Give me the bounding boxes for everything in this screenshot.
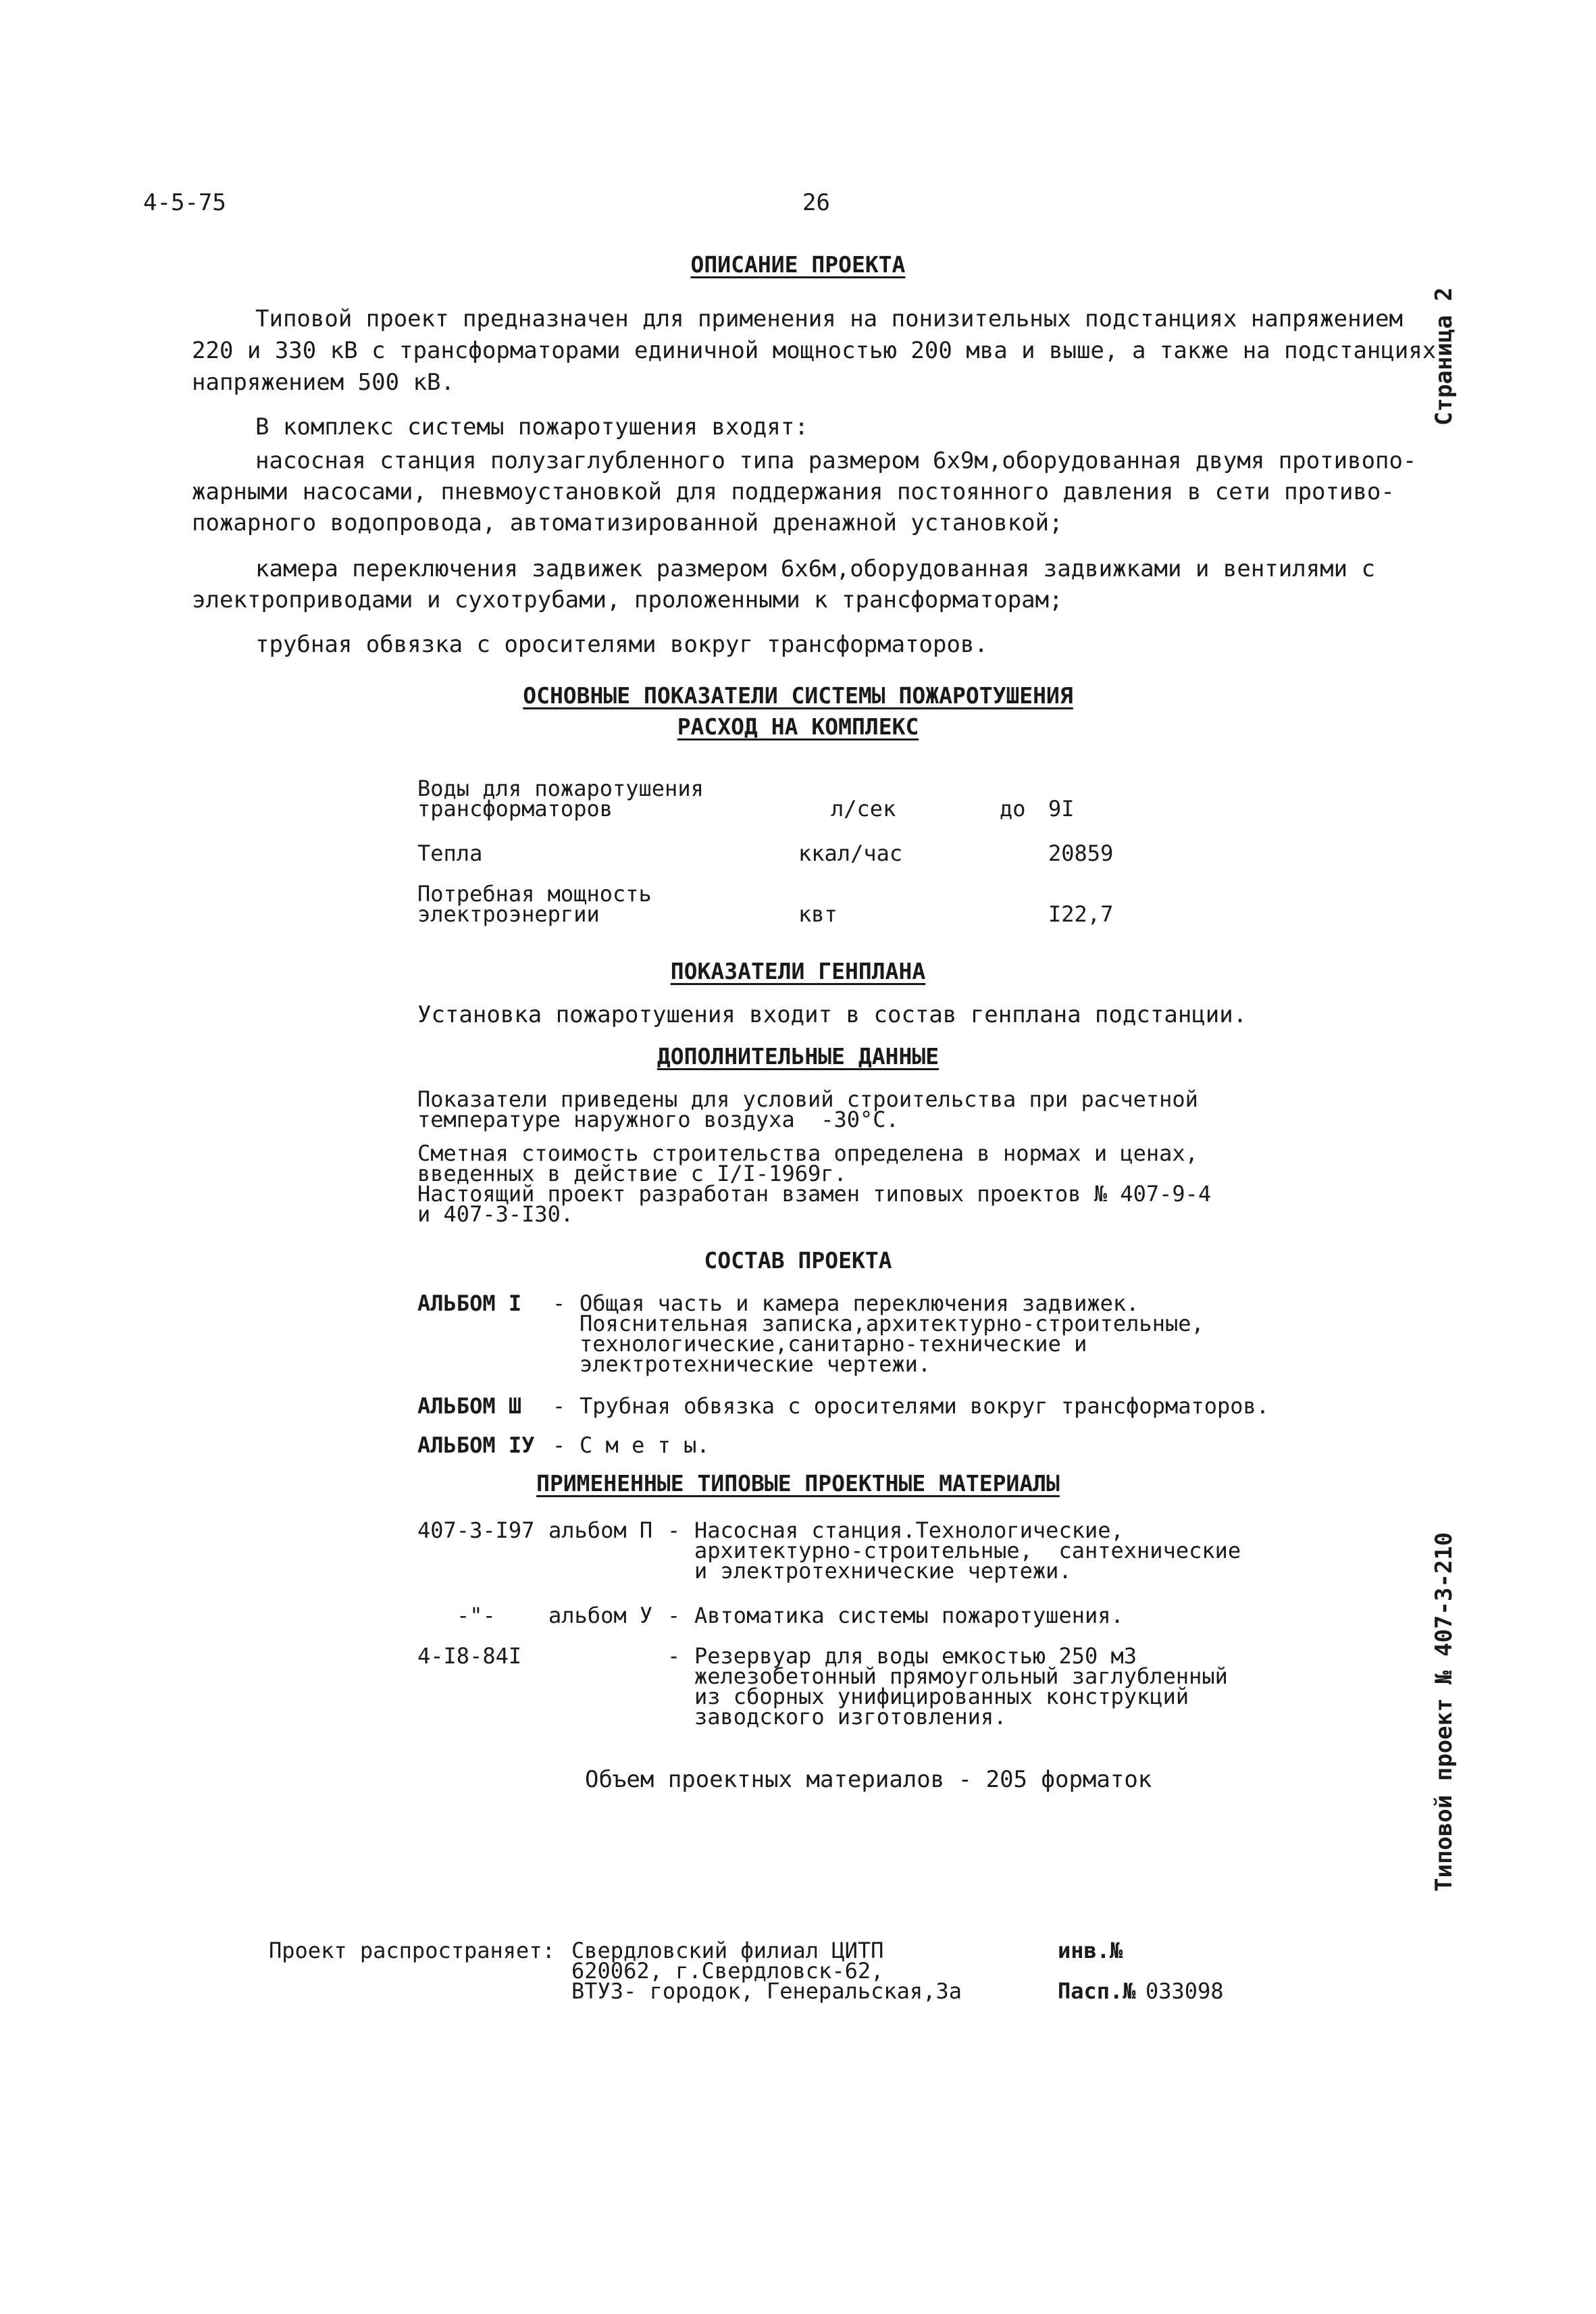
indicator-name: Тепла (417, 840, 483, 866)
album-line: технологические,санитарно-технические и (580, 1331, 1087, 1357)
distributor-org: Свердловский филиал ЦИТП (571, 1938, 884, 1963)
distributor-label: Проект распространяет: (269, 1938, 555, 1963)
material-line: из сборных унифицированных конструкций (694, 1684, 1189, 1709)
material-line: Автоматика системы пожаротушения. (694, 1603, 1124, 1628)
additional-line: введенных в действие с I/I-1969г. (417, 1161, 847, 1186)
album-label: АЛЬБОМ Ш (417, 1393, 522, 1419)
material-line: и электротехнические чертежи. (694, 1558, 1072, 1584)
side-project-label: Типовой проект № 407-3-210 (1431, 1532, 1458, 1892)
description-line: Типовой проект предназначен для применения на понизительных подстанциях напряжением (255, 305, 1403, 332)
passport-label: Пасп.№ (1058, 1978, 1136, 2004)
album-dash: - (552, 1393, 566, 1419)
indicator-unit: ккал/час (798, 840, 903, 866)
description-title: ОПИСАНИЕ ПРОЕКТА (690, 251, 906, 278)
description-line: напряжением 500 кВ. (192, 369, 455, 396)
passport-value: 033098 (1145, 1978, 1224, 2004)
additional-line: Сметная стоимость строительства определена в нормах и ценах, (417, 1140, 1198, 1166)
material-dash: - (667, 1643, 681, 1669)
material-code: 407-3-I97 (417, 1517, 535, 1543)
inventory-label: инв.№ (1058, 1938, 1123, 1963)
album-line: Трубная обвязка с оросителями вокруг трансформаторов. (580, 1393, 1270, 1419)
album-label: АЛЬБОМ I (417, 1290, 522, 1316)
genplan-text: Установка пожаротушения входит в состав генплана подстанции. (417, 1001, 1247, 1028)
material-code: -"- (457, 1603, 496, 1628)
material-dash: - (667, 1517, 681, 1543)
material-album: альбом П (548, 1517, 653, 1543)
additional-line: Настоящий проект разработан взамен типовых проектов № 407-9-4 (417, 1181, 1212, 1207)
description-line: 220 и 330 кВ с трансформаторами единичной мощностью 200 мва и выше, а также на подстанциях (192, 337, 1437, 364)
indicator-unit: квт (798, 901, 838, 927)
indicator-value: 9I (1048, 796, 1075, 822)
indicator-prefix: до (1000, 796, 1026, 822)
additional-line: температуре наружного воздуха -30°С. (417, 1107, 899, 1132)
side-page-label: Страница 2 (1431, 287, 1458, 426)
document-code: 4-5-75 (143, 189, 226, 216)
page-number: 26 (802, 189, 830, 216)
distributor-address: 620062, г.Свердловск-62, (571, 1958, 884, 1984)
material-line: железобетонный прямоугольный заглубленный (694, 1663, 1228, 1689)
indicators-title: ОСНОВНЫЕ ПОКАЗАТЕЛИ СИСТЕМЫ ПОЖАРОТУШЕНИЯ (523, 682, 1073, 709)
material-code: 4-I8-84I (417, 1643, 522, 1669)
album-line: Пояснительная записка,архитектурно-строительные, (580, 1311, 1204, 1336)
material-line: Насосная станция.Технологические, (694, 1517, 1124, 1543)
description-line: жарными насосами, пневмоустановкой для поддержания постоянного давления в сети противо- (192, 478, 1395, 505)
material-line: заводского изготовления. (694, 1704, 1007, 1730)
indicator-name: Потребная мощность (417, 881, 652, 907)
description-line: пожарного водопровода, автоматизированной дренажной установкой; (192, 509, 1063, 536)
description-line: электроприводами и сухотрубами, проложенными к трансформаторам; (192, 586, 1063, 613)
indicator-unit: л/сек (831, 796, 896, 822)
description-line: В комплекс системы пожаротушения входят: (255, 413, 808, 441)
description-line: камера переключения задвижек размером 6х6м,оборудованная задвижками и вентилями с (255, 555, 1376, 582)
composition-title: СОСТАВ ПРОЕКТА (704, 1247, 892, 1274)
indicator-name: трансформаторов (417, 796, 613, 822)
description-line: насосная станция полузаглубленного типа размером 6х9м,оборудованная двумя противопо- (255, 447, 1417, 474)
album-line: Общая часть и камера переключения задвижек. (580, 1290, 1139, 1316)
materials-title: ПРИМЕНЕННЫЕ ТИПОВЫЕ ПРОЕКТНЫЕ МАТЕРИАЛЫ (536, 1470, 1060, 1496)
material-dash: - (667, 1603, 681, 1628)
indicator-value: 20859 (1048, 840, 1114, 866)
album-dash: - (552, 1290, 566, 1316)
material-line: Резервуар для воды емкостью 250 м3 (694, 1643, 1137, 1669)
additional-line: Показатели приведены для условий строительства при расчетной (417, 1086, 1198, 1112)
distributor-address: ВТУЗ- городок, Генеральская,3а (571, 1978, 962, 2004)
indicator-name: электроэнергии (417, 901, 600, 927)
indicator-name: Воды для пожаротушения (417, 776, 704, 801)
indicator-value: I22,7 (1048, 901, 1114, 927)
indicators-subtitle: РАСХОД НА КОМПЛЕКС (677, 713, 919, 740)
album-line: электротехнические чертежи. (580, 1351, 931, 1377)
genplan-title: ПОКАЗАТЕЛИ ГЕНПЛАНА (670, 958, 926, 984)
material-album: альбом У (548, 1603, 653, 1628)
album-line: С м е т ы. (580, 1432, 710, 1458)
additional-title: ДОПОЛНИТЕЛЬНЫЕ ДАННЫЕ (657, 1043, 939, 1070)
additional-line: и 407-3-I30. (417, 1201, 574, 1227)
album-label: АЛЬБОМ IУ (417, 1432, 535, 1458)
materials-volume: Объем проектных материалов - 205 форматок (585, 1766, 1152, 1793)
material-line: архитектурно-строительные, сантехнические (694, 1538, 1241, 1563)
description-line: трубная обвязка с оросителями вокруг трансформаторов. (255, 631, 988, 658)
album-dash: - (552, 1432, 566, 1458)
